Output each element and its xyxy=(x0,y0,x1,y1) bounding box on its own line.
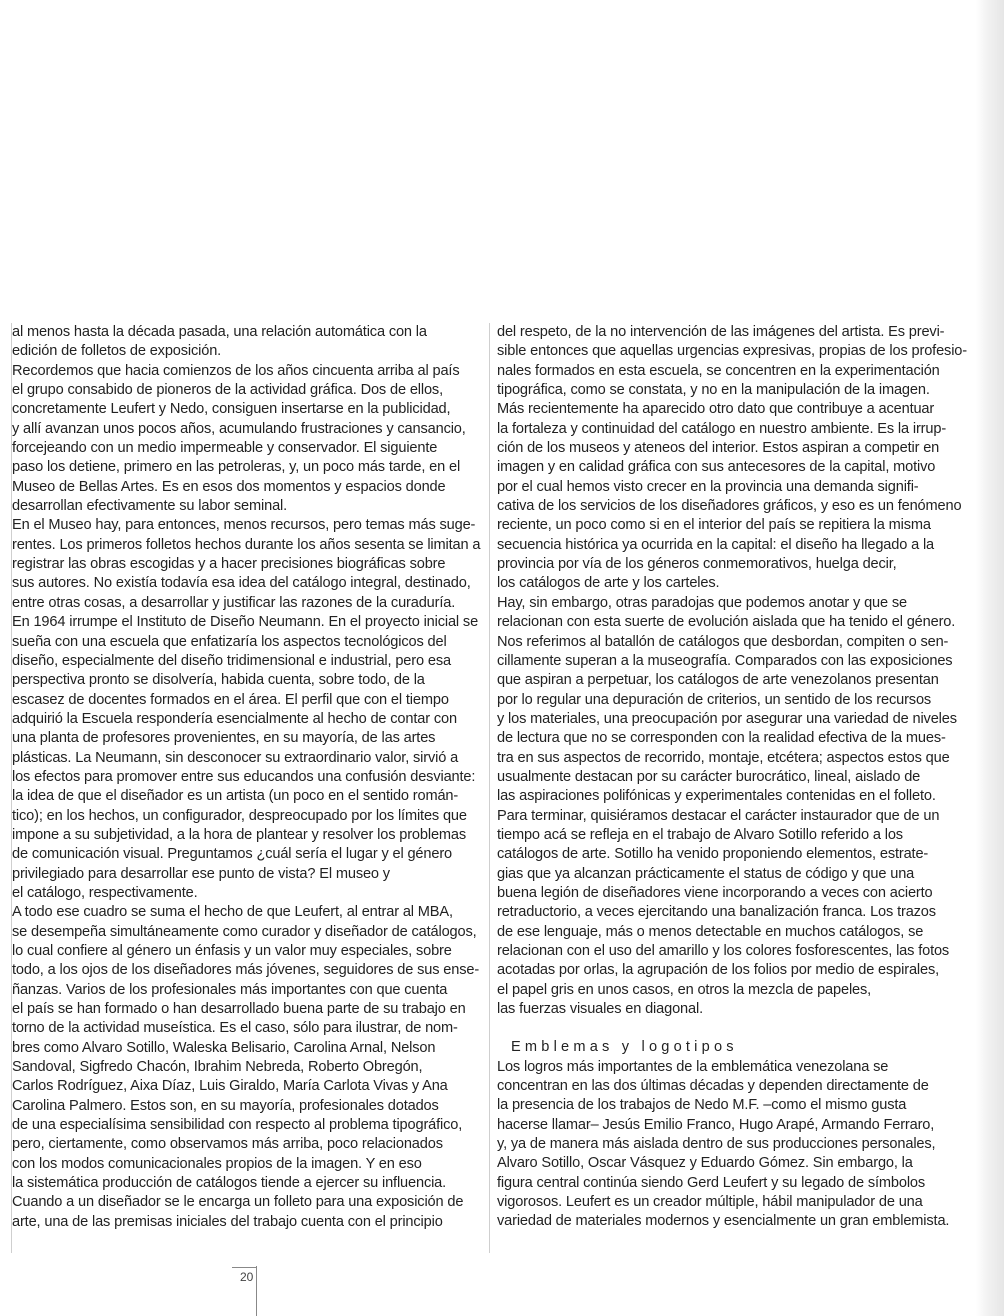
text-line: todo, a los ojos de los diseñadores más jóvenes, seguidores de sus ense- xyxy=(12,962,480,979)
text-line: la presencia de los trabajos de Nedo M.F. –como el mismo gusta xyxy=(497,1097,907,1114)
text-line: Sandoval, Sigfredo Chacón, Ibrahim Nebreda, Roberto Obregón, xyxy=(12,1059,423,1076)
text-line: nales formados en esta escuela, se concentren en la experimentación xyxy=(497,362,940,379)
text-line: bres como Alvaro Sotillo, Waleska Belisario, Carolina Arnal, Nelson xyxy=(12,1039,436,1056)
text-line: cillamente superan a la museografía. Comparados con las exposiciones xyxy=(497,652,953,669)
text-line: concentran en las dos últimas décadas y dependen directamente de xyxy=(497,1078,929,1095)
text-line: edición de folletos de exposición. xyxy=(12,343,222,360)
text-line: variedad de materiales modernos y esencialmente un gran emblemista. xyxy=(497,1213,950,1230)
text-line: arte, una de las premisas iniciales del trabajo cuenta con el principio xyxy=(12,1213,443,1230)
text-line: ción de los museos y ateneos del interior. Estos aspiran a competir en xyxy=(497,440,940,457)
text-line: En 1964 irrumpe el Instituto de Diseño Neumann. En el proyecto inicial se xyxy=(12,614,479,631)
text-line: de comunicación visual. Preguntamos ¿cuál sería el lugar y el género xyxy=(12,846,453,863)
text-line: de lectura que no se corresponden con la realidad efectiva de la mues- xyxy=(497,730,946,747)
text-line: tipográfica, como se constata, y no en la manipulación de la imagen. xyxy=(497,382,930,399)
text-line: Recordemos que hacia comienzos de los años cincuenta arriba al país xyxy=(12,362,460,379)
text-line: las fuerzas visuales en diagonal. xyxy=(497,1001,703,1018)
text-line: concretamente Leufert y Nedo, consiguen insertarse en la publicidad, xyxy=(12,401,451,418)
text-line: Alvaro Sotillo, Oscar Vásquez y Eduardo Gómez. Sin embargo, la xyxy=(497,1155,913,1172)
text-line: se desempeña simultáneamente como curador y diseñador de catálogos, xyxy=(12,923,477,940)
text-line: Para terminar, quisiéramos destacar el carácter instaurador que de un xyxy=(497,807,940,824)
text-line: tra en sus aspectos de recorrido, montaje, etcétera; aspectos estos que xyxy=(497,749,950,766)
text-line: pero, ciertamente, como observamos más arriba, poco relacionados xyxy=(12,1136,443,1153)
text-line: los efectos para promover entre sus educandos una confusión desviante: xyxy=(12,768,476,785)
text-line: figura central continúa siendo Gerd Leufert y su legado de símbolos xyxy=(497,1174,926,1191)
text-line: del respeto, de la no intervención de las imágenes del artista. Es previ- xyxy=(497,324,945,340)
text-line: forcejeando con un medio impermeable y conservador. El siguiente xyxy=(12,440,438,457)
text-line: el país se han formado o han desarrollado buena parte de su trabajo en xyxy=(12,1001,466,1018)
text-line: y los materiales, una preocupación por asegurar una variedad de niveles xyxy=(497,710,957,727)
text-line: al menos hasta la década pasada, una relación automática con la xyxy=(12,324,427,340)
column-divider xyxy=(489,323,490,1253)
text-line: registrar las obras escogidas y a hacer precisiones biográficas sobre xyxy=(12,556,446,573)
text-line: reciente, un poco como si en el interior del país se repitiera la misma xyxy=(497,517,931,534)
right-column-section-body xyxy=(497,1058,969,1232)
text-line: la sistemática producción de catálogos tiende a ejercer su influencia. xyxy=(12,1175,447,1192)
text-line: que aspiran a perpetuar, los catálogos de arte venezolanos presentan xyxy=(497,672,939,689)
page-edge-shadow xyxy=(976,0,1004,1316)
text-line: secuencia histórica ya ocurrida en la capital: el diseño ha llegado a la xyxy=(497,536,935,553)
text-line: acotadas por orlas, la agrupación de los folios por medio de espirales, xyxy=(497,962,940,979)
text-line: y, ya de manera más aislada dentro de sus producciones personales, xyxy=(497,1136,936,1153)
text-line: imagen y en calidad gráfica con sus antecesores de la capital, motivo xyxy=(497,459,936,476)
text-line: A todo ese cuadro se suma el hecho de que Leufert, al entrar al MBA, xyxy=(12,904,453,921)
text-line: privilegiado para desarrollar ese punto de vista? El museo y xyxy=(12,865,390,882)
text-line: de ese lenguaje, más o menos detectable en muchos catálogos, se xyxy=(497,923,924,940)
text-line: relacionan con esta suerte de evolución aislada que ha tenido el género. xyxy=(497,614,956,631)
text-line: desarrollan efectivamente su labor seminal. xyxy=(12,498,288,515)
text-line: catálogos de arte. Sotillo ha venido proponiendo elementos, estrate- xyxy=(497,846,929,863)
text-line: por el cual hemos visto crecer en la provincia una demanda signifi- xyxy=(497,478,919,495)
text-line: Carlos Rodríguez, Aixa Díaz, Luis Giraldo, María Carlota Vivas y Ana xyxy=(12,1078,448,1095)
text-line: Nos referimos al batallón de catálogos que desbordan, compiten o sen- xyxy=(497,633,949,650)
text-line: los catálogos de arte y los carteles. xyxy=(497,575,720,592)
text-line: la idea de que el diseñador es un artista (un poco en el sentido román- xyxy=(12,788,459,805)
text-line: impone a su subjetividad, a la hora de plantear y resolver los problemas xyxy=(12,826,467,843)
text-line: sus autores. No existía todavía esa idea del catálogo integral, destinado, xyxy=(12,575,471,592)
text-line: de una especialísima sensibilidad con respecto al problema tipográfico, xyxy=(12,1117,463,1134)
right-text-column xyxy=(497,323,969,1232)
text-line: plásticas. La Neumann, sin desconocer su extraordinario valor, sirvió a xyxy=(12,749,459,766)
folio-rule-horizontal xyxy=(232,1267,256,1268)
text-line: lo cual confiere al género un énfasis y un valor muy especiales, sobre xyxy=(12,943,452,959)
text-line: y allí avanzan unos pocos años, acumulando frustraciones y cansancio, xyxy=(12,420,466,437)
text-line: buena legión de diseñadores viene incorporando a veces con acierto xyxy=(497,884,933,901)
section-heading: Emblemas y logotipos xyxy=(511,1039,738,1056)
text-line: sible entonces que aquellas urgencias expresivas, propias de los profesio- xyxy=(497,343,967,360)
text-line: escasez de docentes formados en el área. El perfil que con el tiempo xyxy=(12,691,449,708)
right-column-body xyxy=(497,323,969,1019)
text-line: vigorosos. Leufert es un creador múltiple, hábil manipulador de una xyxy=(497,1194,923,1211)
text-line: rentes. Los primeros folletos hechos durante los años sesenta se limitan a xyxy=(12,536,481,553)
text-line: gias que ya alcanzan prácticamente el status de código y que una xyxy=(497,865,915,882)
text-line: por lo regular una depuración de criterios, un sentido de los recursos xyxy=(497,691,932,708)
text-line: Hay, sin embargo, otras paradojas que podemos anotar y que se xyxy=(497,594,907,611)
text-line: En el Museo hay, para entonces, menos recursos, pero temas más suge- xyxy=(12,517,476,534)
text-line: usualmente destacan por su carácter burocrático, lineal, aislado de xyxy=(497,768,921,785)
text-line: entre otras cosas, a desarrollar y justificar las razones de la curaduría. xyxy=(12,594,456,611)
text-line: ñanzas. Varios de los profesionales más importantes con que cuenta xyxy=(12,981,448,998)
text-line: Cuando a un diseñador se le encarga un folleto para una exposición de xyxy=(12,1194,464,1211)
text-line: paso los detiene, primero en las petroleras, y, un poco más tarde, en el xyxy=(12,459,461,476)
text-line: provincia por vía de los géneros conmemorativos, huelga decir, xyxy=(497,556,897,573)
text-line: las aspiraciones polifónicas y experimentales contenidas en el folleto. xyxy=(497,788,936,805)
text-line: Los logros más importantes de la emblemática venezolana se xyxy=(497,1058,889,1075)
text-line: el catálogo, respectivamente. xyxy=(12,884,198,901)
text-line: el grupo consabido de pioneros de la actividad gráfica. Dos de ellos, xyxy=(12,382,443,399)
page-number: 20 xyxy=(240,1270,254,1284)
text-line: torno de la actividad museística. Es el caso, sólo para ilustrar, de nom- xyxy=(12,1020,458,1037)
text-line: la fortaleza y continuidad del catálogo en nuestro ambiente. Es la irrup- xyxy=(497,420,947,437)
text-line: el papel gris en unos casos, en otros la mezcla de papeles, xyxy=(497,981,872,998)
text-line: tiempo acá se refleja en el trabajo de Alvaro Sotillo referido a los xyxy=(497,826,903,843)
left-text-column xyxy=(12,323,480,1232)
text-line: adquirió la Escuela respondería esencialmente al hecho de contar con xyxy=(12,710,457,727)
text-line: Más recientemente ha aparecido otro dato que contribuye a acentuar xyxy=(497,401,935,418)
text-line: tico); en los hechos, un configurador, despreocupado por los límites que xyxy=(12,807,467,824)
text-line: relacionan con el uso del amarillo y los colores fosforescentes, las fotos xyxy=(497,943,950,959)
folio-rule-vertical xyxy=(256,1266,257,1316)
text-line: una planta de profesores provenientes, en su mayoría, de las artes xyxy=(12,730,436,747)
text-line: sueña con una escuela que enfatizaría los aspectos tecnológicos del xyxy=(12,633,447,650)
text-line: hacerse llamar– Jesús Emilio Franco, Hugo Arapé, Armando Ferraro, xyxy=(497,1116,935,1133)
text-line: retraductorio, a veces ejercitando una banalización franca. Los trazos xyxy=(497,904,936,921)
text-line: con los modos comunicacionales propios de la imagen. Y en eso xyxy=(12,1155,422,1172)
text-line: cativa de los servicios de los diseñadores gráficos, y eso es un fenómeno xyxy=(497,498,962,515)
text-line: diseño, especialmente del diseño tridimensional e industrial, pero esa xyxy=(12,652,451,669)
text-line: Museo de Bellas Artes. Es en esos dos momentos y espacios donde xyxy=(12,478,446,495)
text-line: Carolina Palmero. Estos son, en su mayoría, profesionales dotados xyxy=(12,1097,439,1114)
text-line: perspectiva pronto se disolvería, habida cuenta, sobre todo, de la xyxy=(12,672,425,689)
